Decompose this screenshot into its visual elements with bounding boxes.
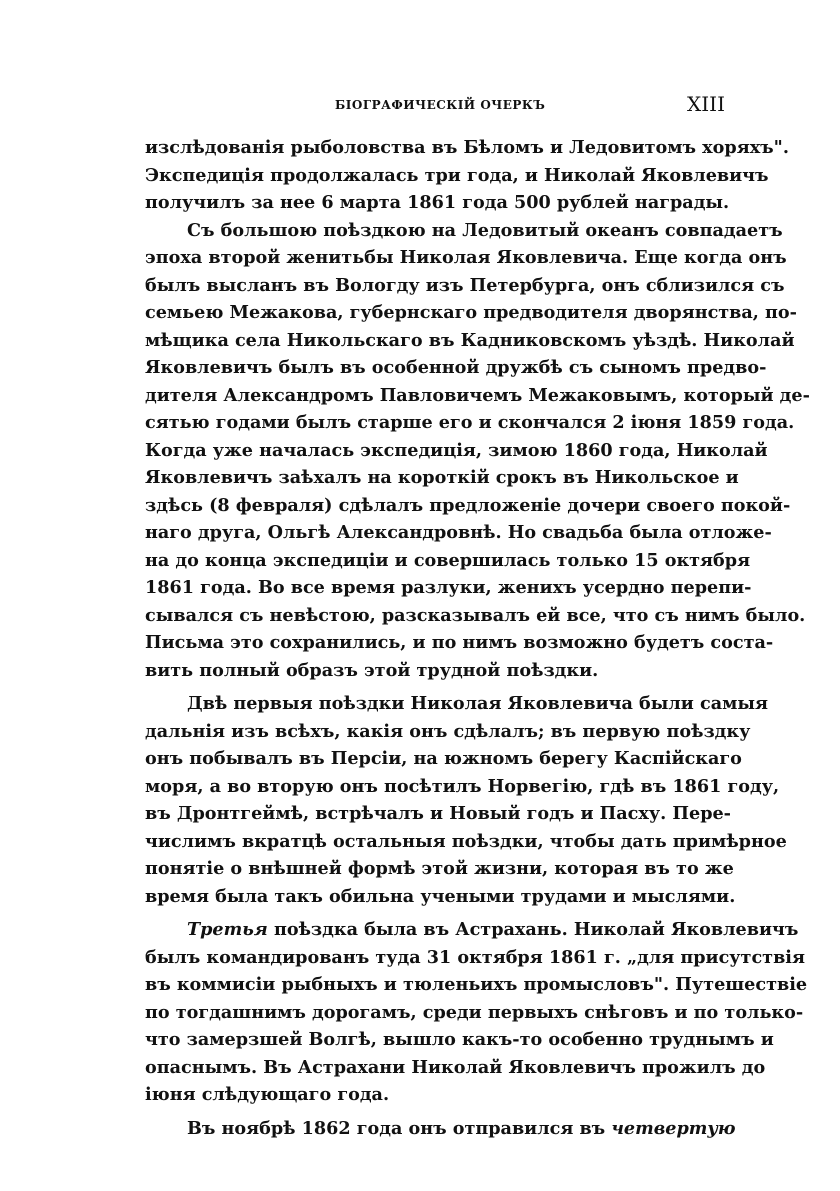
text-line: Письма это сохранились, и по нимъ возможно будетъ соста- [145,632,774,653]
text-line: здѣсь (8 февраля) сдѣлалъ предложеніе дочери своего покой- [145,494,791,516]
text-run: Въ ноябрѣ 1862 года онъ отправился въ [187,1117,612,1139]
text-line: онъ побывалъ въ Персіи, на южномъ берегу Каспійскаго [145,748,742,769]
text-line: получилъ за нее 6 марта 1861 года 500 рублей награды. [145,192,730,213]
paragraph-5 [145,1115,736,1143]
text-line: что замерзшей Волгѣ, вышло какъ-то особенно труднымъ и [145,1029,774,1050]
text-line: мѣщика села Никольскаго въ Кадниковскомъ уѣздѣ. Николай [145,329,795,351]
text-line: Двѣ первыя поѣздки Николая Яковлевича были самыя [187,693,769,714]
text-line: Когда уже началась экспедиція, зимою 1860 года, Николай [145,439,768,461]
page-number: XIII [687,92,725,116]
text-line: семьею Межакова, губернскаго предводителя дворянства, по- [145,302,797,323]
text-line: Экспедиція продолжалась три года, и Николай Яковлевичъ [145,164,769,186]
paragraph-1 [145,134,789,217]
text-line: Яковлевичъ заѣхалъ на короткій срокъ въ Никольское и [145,467,739,488]
text-line: наго друга, Ольгѣ Александровнѣ. Но свадьба была отложе- [145,522,772,543]
text-line [145,1115,736,1143]
text-line: сятью годами былъ старше его и скончался 2 іюня 1859 года. [145,412,795,433]
text-line: въ коммисіи рыбныхъ и тюленьихъ промысловъ". Путешествіе [145,974,808,995]
text-line: сывался съ невѣстою, разсказывалъ ей все, что съ нимъ было. [145,604,806,626]
running-head [145,92,725,122]
text-line: понятіе о внѣшней формѣ этой жизни, которая въ то же [145,858,734,879]
text-line [145,916,799,944]
body-text [145,134,810,1142]
book-page [145,92,810,1142]
text-line: на до конца экспедиціи и совершилась только 15 октября [145,549,751,571]
text-line: опаснымъ. Въ Астрахани Николай Яковлевичъ прожилъ до [145,1056,766,1078]
text-line: былъ командированъ туда 31 октября 1861 г. „для присутствія [145,946,805,968]
text-line: числимъ вкратцѣ остальныя поѣздки, чтобы дать примѣрное [145,830,787,852]
running-title: БІОГРАФИЧЕСКІЙ ОЧЕРКЪ [335,98,546,112]
paragraph-4 [145,916,808,1109]
paragraph-2 [145,217,810,685]
text-line: дителя Александромъ Павловичемъ Межаковымъ, который де- [145,384,810,406]
text-line: вить полный образъ этой трудной поѣздки. [145,659,599,681]
text-line: Съ большою поѣздкою на Ледовитый океанъ совпадаетъ [187,219,783,241]
italic-word: Третья [187,919,268,940]
text-line: дальнія изъ всѣхъ, какія онъ сдѣлалъ; въ первую поѣздку [145,720,751,742]
text-line: моря, а во вторую онъ посѣтилъ Норвегію, гдѣ въ 1861 году, [145,775,780,797]
paragraph-3 [145,690,787,910]
italic-word: четвертую [611,1117,736,1139]
text-line: Яковлевичъ былъ въ особенной дружбѣ съ сыномъ предво- [145,357,767,378]
text-line: былъ высланъ въ Вологду изъ Петербурга, онъ сблизился съ [145,274,785,296]
text-line: время была такъ обильна учеными трудами и мыслями. [145,885,736,907]
text-line: изслѣдованія рыболовства въ Бѣломъ и Ледовитомъ хоряхъ". [145,137,789,158]
text-line: эпоха второй женитьбы Николая Яковлевича. Еще когда онъ [145,247,787,268]
text-line: въ Дронтгеймѣ, встрѣчалъ и Новый годъ и Пасху. Пере- [145,803,731,824]
text-line: іюня слѣдующаго года. [145,1084,390,1105]
text-run: поѣздка была въ Астрахань. Николай Яковлевичъ [267,919,799,940]
text-line: 1861 года. Во все время разлуки, женихъ усердно перепи- [145,577,752,598]
text-line: по тогдашнимъ дорогамъ, среди первыхъ снѣговъ и по только- [145,1001,804,1023]
